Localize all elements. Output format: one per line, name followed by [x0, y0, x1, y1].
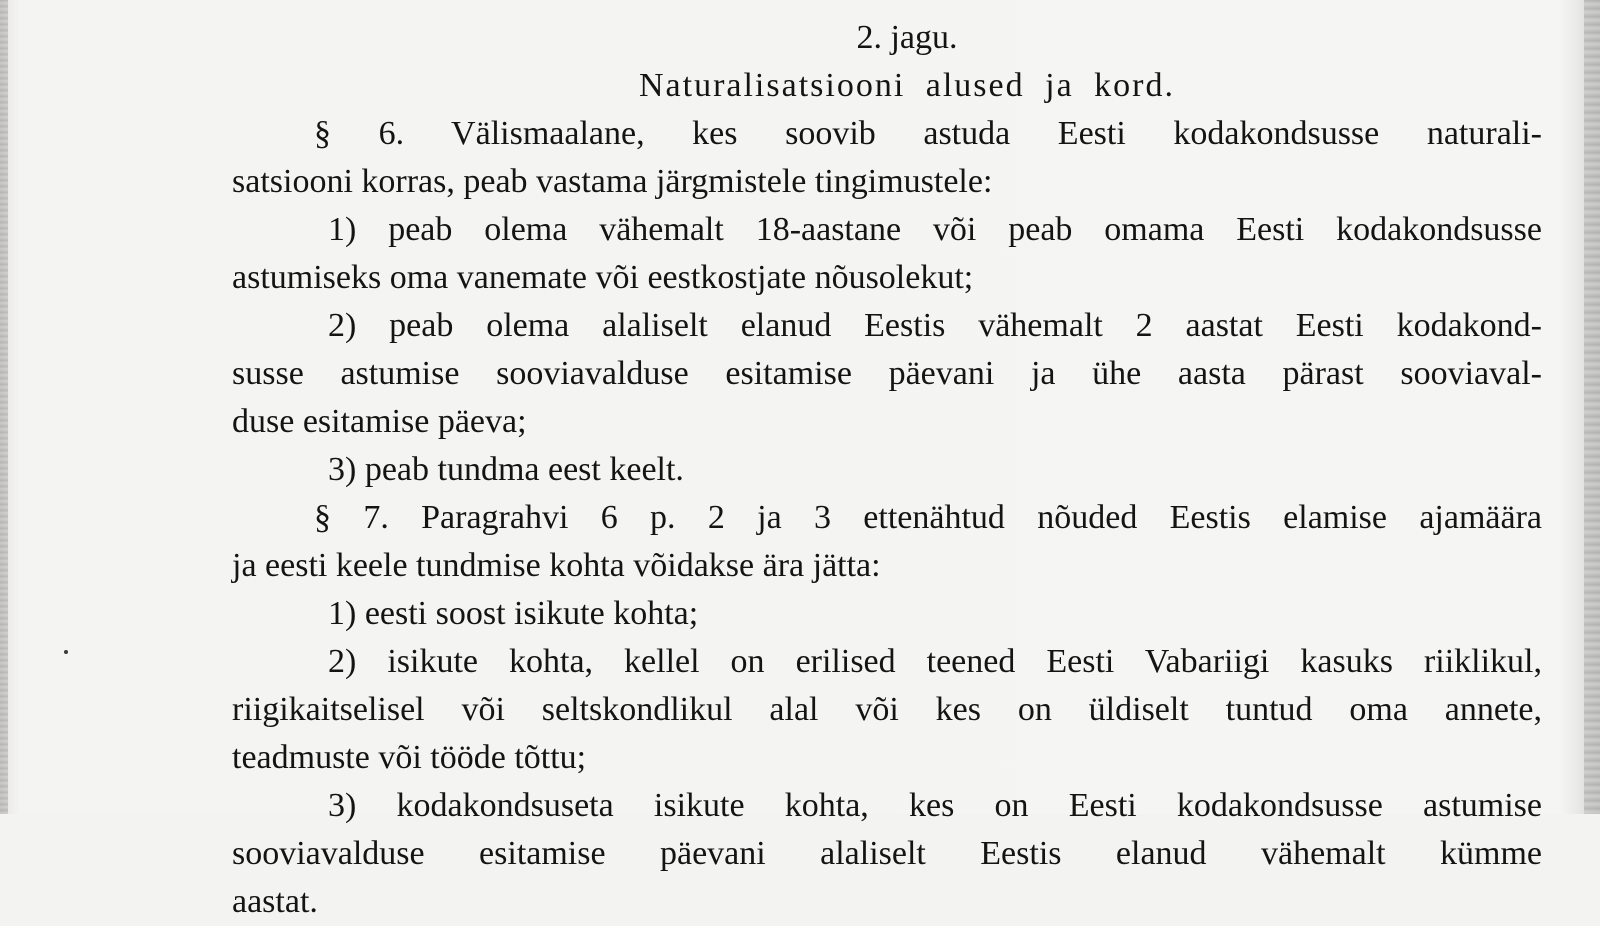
- scan-speck: [64, 650, 68, 654]
- document-body: [232, 14, 1542, 926]
- p7-item-1-line-1: 1) eesti soost isikute kohta;: [328, 595, 699, 632]
- paragraph-6-line-2: satsiooni korras, peab vastama järgmistele tingimustele:: [232, 163, 993, 200]
- paragraph-7-line-2: ja eesti keele tundmise kohta võidakse ära jätta:: [232, 547, 881, 584]
- p7-item-3-line-1: 3) kodakondsuseta isikute kohta, kes on Eesti kodakondsusse astumise: [328, 787, 1542, 824]
- item-2-line-3: duse esitamise päeva;: [232, 403, 527, 440]
- scan-right-edge: [1584, 0, 1600, 814]
- item-2-line-1: 2) peab olema alaliselt elanud Eestis vähemalt 2 aastat Eesti kodakond-: [328, 307, 1542, 344]
- item-1-line-2: astumiseks oma vanemate või eestkostjate nõusolekut;: [232, 259, 974, 296]
- section-title: Naturalisatsiooni alused ja kord.: [638, 67, 1175, 104]
- item-1-line-1: 1) peab olema vähemalt 18-aastane või peab omama Eesti kodakondsusse: [328, 211, 1542, 248]
- scan-left-edge: [0, 0, 8, 814]
- p7-item-3-line-3: aastat.: [232, 883, 318, 920]
- paragraph-7-line-1: § 7. Paragrahvi 6 p. 2 ja 3 ettenähtud nõuded Eestis elamise ajamäära: [314, 499, 1542, 536]
- p7-item-3-line-2: sooviavalduse esitamise päevani alaliselt Eestis elanud vähemalt kümme: [232, 835, 1542, 872]
- p7-item-2-line-3: teadmuste või tööde tõttu;: [232, 739, 587, 776]
- p7-item-2-line-1: 2) isikute kohta, kellel on erilised teened Eesti Vabariigi kasuks riiklikul,: [328, 643, 1542, 680]
- paragraph-6-line-1: § 6. Välismaalane, kes soovib astuda Eesti kodakondsusse naturali-: [314, 115, 1542, 152]
- section-heading: 2. jagu.: [856, 19, 958, 56]
- p7-item-2-line-2: riigikaitselisel või seltskondlikul alal või kes on üldiselt tuntud oma annete,: [232, 691, 1542, 728]
- item-2-line-2: susse astumise sooviavalduse esitamise päevani ja ühe aasta pärast sooviaval-: [232, 355, 1542, 392]
- item-3-line-1: 3) peab tundma eest keelt.: [328, 451, 684, 488]
